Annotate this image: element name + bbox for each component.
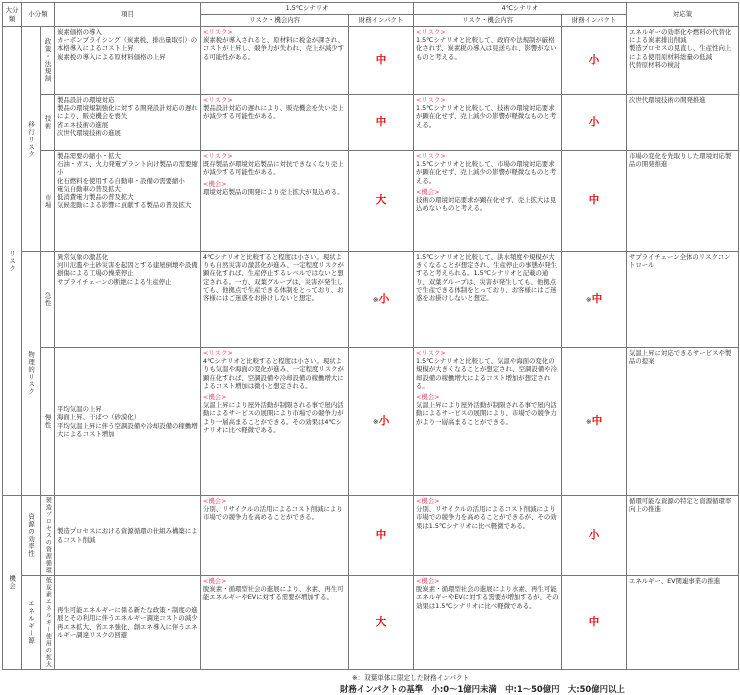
risk-content-15: [201, 496, 349, 576]
risk-content-15: [201, 252, 349, 348]
risk-content-4: [414, 151, 562, 252]
cell-text: 再生可能エネルギーに係る新たな政策・制度の進展とその利用に伴うエネルギー調達コストの減少 再エネ拡大、省エネ強化、創エネ導入に伴うエネルギー調達リスクの回避: [57, 606, 198, 639]
impact-4: [562, 27, 627, 95]
risk-content-4: [414, 95, 562, 151]
impact-15: [349, 348, 414, 496]
impact-15: [349, 27, 414, 95]
item-cell: [55, 95, 201, 151]
minor-category: 急性: [41, 252, 55, 348]
opportunity-tag: <機会>: [203, 392, 227, 401]
cell-text: 気温上昇により屋外活動が制限される事で屋内活動によるサービスの展開により市場での競争力がより一層高まることができる。その効果は4℃シナリオに比べ軽微である。: [203, 401, 344, 434]
risk-tag: <リスク>: [203, 152, 233, 160]
cell-text: 循環可能な資源の特定と資源循環率向上の推進: [629, 497, 732, 514]
impact-4: [562, 348, 627, 496]
measures-cell: [627, 348, 739, 496]
impact-level: 大: [375, 615, 387, 628]
minor-category: 市場: [41, 151, 55, 252]
impact-4: [562, 252, 627, 348]
risk-tag: <リスク>: [203, 96, 233, 104]
single-entity-mark: ※: [585, 295, 592, 304]
risk-tag: <リスク>: [416, 152, 446, 160]
risk-content-15: [201, 27, 349, 95]
cell-text: 1.5℃シナリオと比較して、技術の環境対応要求が顕在化せず、売上減少の影響が軽微なものと考える。: [416, 104, 557, 129]
table-row: [3, 576, 739, 670]
header-minor: 小分類: [22, 3, 55, 27]
footnote-single-entity: ※：双葉単体に限定した財務インパクト: [352, 674, 470, 682]
cell-text: 気温上昇により屋外活動が制限される事で屋内活動によるサービスの展開により、市場での競争力がより一層高まることができる。: [416, 401, 557, 426]
impact-level: 小: [378, 414, 390, 427]
impact-4: [562, 151, 627, 252]
cell-text: 気温上昇に対応できるサービスや製品の提案: [629, 349, 732, 366]
cell-text: 次世代環境技術の開発推進: [629, 96, 706, 104]
cell-text: 分別、リサイクルの活用によるコスト削減により市場での競争力を高めることができる。: [203, 505, 343, 522]
impact-level: 中: [591, 292, 603, 305]
impact-15: [349, 252, 414, 348]
risk-content-4: [414, 576, 562, 670]
header-item: 項目: [55, 3, 201, 27]
single-entity-mark: ※: [372, 295, 379, 304]
risk-opportunity-table: [2, 2, 739, 670]
impact-level: 中: [375, 53, 387, 66]
cell-text: 4℃シナリオと比較すると程度は小さい。現状よりも自然災害の激甚化が進み、一定程度リスクが顕在化すれば、生産停止するレベルではないと想定される。一方、双葉グループは、災害が発生しても、他拠点で生産できる体制をとっており、お客様にはご迷惑をお掛けしないと想定。: [203, 253, 344, 302]
impact-level: 中: [375, 528, 387, 541]
cell-text: 脱炭素・循環型社会の進展により、水素、再生可能エネルギーやEVに対する需要が増加する。: [203, 585, 344, 602]
group-physical-risk: 物理的リスク: [22, 252, 41, 496]
risk-tag: <リスク>: [416, 349, 446, 357]
cell-text: 1.5℃シナリオと比較して、政府や法規制が厳格化されず、炭素税の導入は見送られ、影響がないものと考える。: [416, 36, 557, 61]
minor-category: 技術: [41, 95, 55, 151]
risk-tag: <リスク>: [416, 96, 446, 104]
impact-15: [349, 576, 414, 670]
table-row: [3, 252, 739, 348]
impact-15: [349, 151, 414, 252]
cell-text: サプライチェーン全体のリスクコントロール: [629, 253, 731, 270]
cell-text: 異常気象の激甚化 河川氾濫や土砂災害を起因とする建屋倒壊や設備損傷による工場の操業停止 サプライチェーンの断絶による生産停止: [57, 253, 198, 286]
group-transition-risk: 移行リスク: [22, 27, 41, 252]
measures-cell: [627, 27, 739, 95]
cell-text: 1.5℃シナリオと比較して、気温や海面の変化の規模が大きくなることが想定され、空調設備や冷却設備の稼働増大によるコスト増加が想定される。: [416, 357, 557, 390]
group-opportunity: 機会: [3, 496, 22, 670]
opportunity-tag: <機会>: [416, 497, 440, 505]
risk-content-15: [201, 348, 349, 496]
opportunity-tag: <機会>: [416, 577, 440, 585]
header-major: 大分類: [3, 3, 22, 27]
cell-text: 脱炭素・循環型社会の進展により水素、再生可能エネルギーやEVに対する需要が増加するが、その効果は1.5℃シナリオに比べ軽微である。: [416, 585, 559, 610]
item-cell: [55, 496, 201, 576]
item-cell: [55, 151, 201, 252]
table-row: [3, 348, 739, 496]
impact-level: 中: [588, 194, 600, 207]
minor-category: 資源の効率性: [22, 496, 41, 576]
minor-subcategory: 低炭素エネルギー使用の拡大: [41, 576, 55, 670]
header-scenario-4: 4℃シナリオ: [414, 3, 627, 15]
impact-level: 小: [588, 528, 600, 541]
risk-tag: <リスク>: [203, 28, 233, 36]
risk-content-15: [201, 151, 349, 252]
cell-text: 製品設計対応の遅れにより、販売機会を失い売上が減少する可能性がある。: [203, 104, 344, 121]
opportunity-tag: <機会>: [203, 577, 227, 585]
impact-15: [349, 95, 414, 151]
risk-content-4: [414, 27, 562, 95]
minor-category: 政策・法規制: [41, 27, 55, 95]
cell-text: 既存製品が環境対応製品に対抗できなくなり売上が減少する可能性がある。: [203, 160, 344, 177]
minor-category: エネルギー源: [22, 576, 41, 670]
risk-content-15: [201, 95, 349, 151]
header-scenario-1-5: 1.5℃シナリオ: [201, 3, 414, 15]
impact-4: [562, 95, 627, 151]
impact-4: [562, 576, 627, 670]
header-impact-4: 財務インパクト: [562, 15, 627, 27]
cell-text: 平均気温の上昇 海面上昇、干ばつ（砂漠化） 平均気温上昇に伴う空調設備や冷却設備の稼働増大によるコスト増加: [57, 405, 198, 438]
header-impact-15: 財務インパクト: [349, 15, 414, 27]
table-row: [3, 151, 739, 252]
table-row: [3, 496, 739, 576]
opportunity-tag: <機会>: [203, 497, 227, 505]
cell-text: 1.5℃シナリオと比較して、市場の環境対応要求が顕在化せず、売上減少の影響が軽微なものと考える。: [416, 160, 557, 185]
measures-cell: [627, 496, 739, 576]
table-row: [3, 27, 739, 95]
single-entity-mark: ※: [372, 417, 379, 426]
cell-text: 製品設計の環境対応 製品の環境規制強化に対する開発設計対応の遅れにより、販売機会を喪失 省エネ技術の進展 次世代環境技術の進展: [57, 96, 198, 137]
opportunity-tag: <機会>: [416, 392, 440, 401]
table-row: [3, 95, 739, 151]
header-measures: 対応策: [627, 3, 739, 27]
impact-level: 中: [591, 414, 603, 427]
cell-text: エネルギーの効率化や燃料の代替化による炭素排出削減 製造プロセスの見直し、生産性向上による使用原材料総量の低減 代替原材料の検討: [629, 28, 732, 69]
cell-text: エネルギー、EV関連事業の推進: [629, 577, 721, 585]
item-cell: [55, 27, 201, 95]
risk-content-4: [414, 252, 562, 348]
impact-15: [349, 496, 414, 576]
measures-cell: [627, 252, 739, 348]
impact-4: [562, 496, 627, 576]
item-cell: [55, 252, 201, 348]
measures-cell: [627, 576, 739, 670]
risk-content-4: [414, 496, 562, 576]
cell-text: 環境対応製品の開発により売上拡大が見込める。: [203, 187, 344, 196]
impact-level: 小: [588, 115, 600, 128]
risk-tag: <リスク>: [416, 28, 446, 36]
opportunity-tag: <機会>: [416, 187, 440, 196]
header-risk-content-15: リスク・機会内容: [201, 15, 349, 27]
item-cell: [55, 348, 201, 496]
risk-tag: <リスク>: [203, 349, 233, 357]
cell-text: 炭素価格の導入 カーボンプライシング（炭素税、排出量取引）の本格導入によるコスト上昇 炭素税の導入による原材料価格の上昇: [57, 28, 198, 61]
impact-level: 中: [588, 615, 600, 628]
minor-subcategory: 製造プロセスの資源循環: [41, 496, 55, 576]
item-cell: [55, 576, 201, 670]
cell-text: 炭素税が導入されると、原材料に税金が課され、コストが上昇し、競争力が失われ、売上が減少する可能性がある。: [203, 36, 344, 61]
risk-content-4: [414, 348, 562, 496]
header-risk-content-4: リスク・機会内容: [414, 15, 562, 27]
risk-content-15: [201, 576, 349, 670]
cell-text: 技術の環境対応要求が顕在化せず、売上拡大は見込めないものと考える。: [416, 195, 557, 213]
measures-cell: [627, 151, 739, 252]
measures-cell: [627, 95, 739, 151]
minor-category: 慢性: [41, 348, 55, 496]
group-risk: リスク: [3, 27, 22, 496]
cell-text: 製造プロセスにおける資源循環の仕組み構築によるコスト削減: [57, 527, 198, 544]
header-row-1: [3, 3, 739, 15]
cell-text: 4℃シナリオと比較すると程度は小さい。現状よりも気温や海面の変化が進み、一定程度リスクが顕在化すれば、空調設備や冷却設備の稼働増大によるコスト増加は微小と想定される。: [203, 357, 344, 390]
opportunity-tag: <機会>: [203, 179, 227, 188]
cell-text: 1.5℃シナリオと比較して、洪水頻度や規模が大きくなることが想定され、生産停止の事態が発生すると考えられる。1.5℃シナリオと記載の通り、双葉グループは、災害が発生しても、他拠点で生産できる体制をとっており、お客様にはご迷惑をお掛けしないと想定。: [416, 253, 557, 302]
single-entity-mark: ※: [585, 417, 592, 426]
impact-level: 小: [378, 292, 390, 305]
footnote-impact-criteria: 財務インパクトの基準 小:0～1億円未満 中:1～50億円 大:50億円以上: [340, 684, 625, 694]
impact-level: 小: [588, 53, 600, 66]
impact-level: 中: [375, 115, 387, 128]
impact-level: 大: [375, 194, 387, 207]
cell-text: 製品需要の縮小・拡大 石油・ガス、火力発電プラント向け製品の需要縮小 化石燃料を使用する自動車・設備の需要縮小 電気自動車の普及拡大 低消費電力製品の普及拡大 気候変動による影響に貢献する製品の普及拡大: [57, 152, 198, 210]
cell-text: 分別、リサイクルの活用によるコスト削減により市場での競争力を高めることができるが、その効果は1.5℃シナリオに比べ軽微である。: [416, 505, 557, 530]
cell-text: 市場の変化を先取りした環境対応製品の開発推進: [629, 152, 732, 169]
